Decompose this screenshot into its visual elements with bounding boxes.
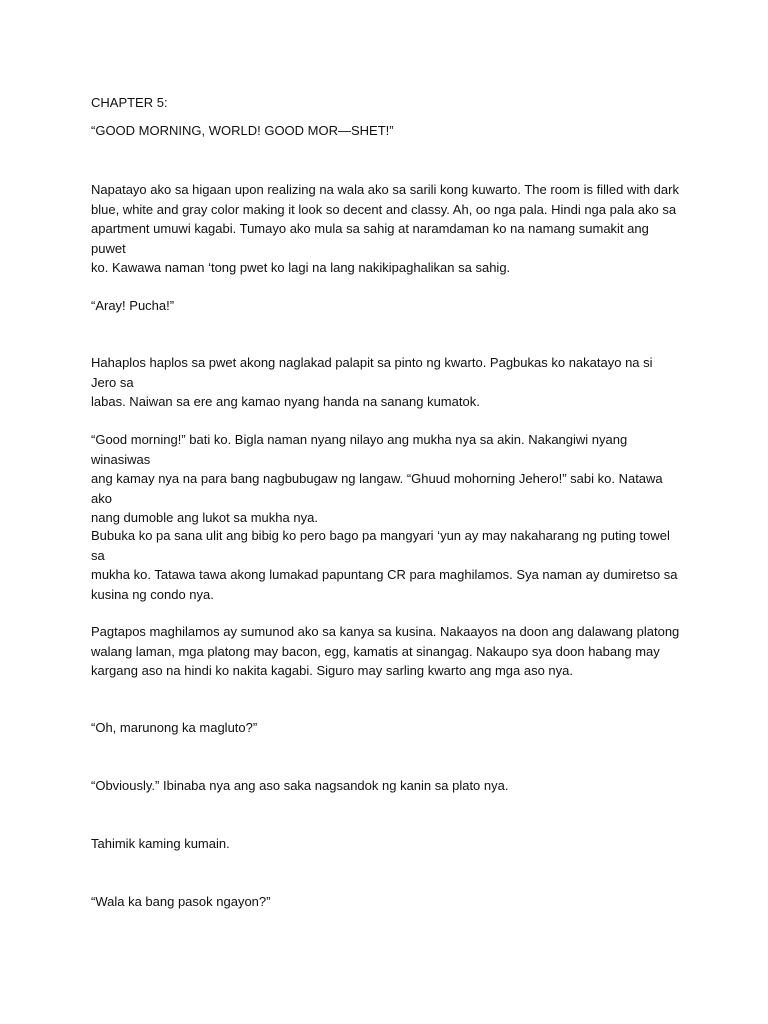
paragraph: “Obviously.” Ibinaba nya ang aso saka nagsandok ng kanin sa plato nya. <box>91 778 509 793</box>
chapter-heading: CHAPTER 5: <box>91 95 168 110</box>
paragraph: Bubuka ko pa sana ulit ang bibig ko pero bago pa mangyari ‘yun ay may nakaharang ng puting towel sa mukha ko. Tatawa tawa akong lumakad papuntang CR para maghilamos. Sya naman ay dumiretso sa kusina ng condo nya. <box>91 528 678 602</box>
paragraph: Hahaplos haplos sa pwet akong naglakad palapit sa pinto ng kwarto. Pagbukas ko nakatayo na si Jero sa labas. Naiwan sa ere ang kamao nyang handa na sanang kumatok. <box>91 355 653 409</box>
paragraph: Tahimik kaming kumain. <box>91 836 230 851</box>
paragraph: “Wala ka bang pasok ngayon?” <box>91 894 271 909</box>
chapter-title-line: “GOOD MORNING, WORLD! GOOD MOR—SHET!” <box>91 123 394 138</box>
paragraph: “Aray! Pucha!” <box>91 298 175 313</box>
paragraph: “Oh, marunong ka magluto?” <box>91 720 258 735</box>
paragraph: “Good morning!” bati ko. Bigla naman nyang nilayo ang mukha nya sa akin. Nakangiwi nyang winasiwas ang kamay nya na para bang nagbubugaw ng langaw. “Ghuud mohorning Jehero!” sabi ko. Natawa ako nang dumoble ang lukot sa mukha nya. <box>91 432 663 525</box>
paragraph: Napatayo ako sa higaan upon realizing na wala ako sa sarili kong kuwarto. The room is filled with dark blue, white and gray color making it look so decent and classy. Ah, oo nga pala. Hindi nga pala ako sa apartment umuwi kagabi. Tumayo ako mula sa sahig at naramdaman ko na namang sumakit ang puwet ko. Kawawa naman ‘tong pwet ko lagi na lang nakikipaghalikan sa sahig. <box>91 182 679 275</box>
paragraph: Pagtapos maghilamos ay sumunod ako sa kanya sa kusina. Nakaayos na doon ang dalawang platong walang laman, mga platong may bacon, egg, kamatis at sinangag. Nakaupo sya doon habang may kargang aso na hindi ko nakita kagabi. Siguro may sarling kwarto ang mga aso nya. <box>91 624 680 678</box>
